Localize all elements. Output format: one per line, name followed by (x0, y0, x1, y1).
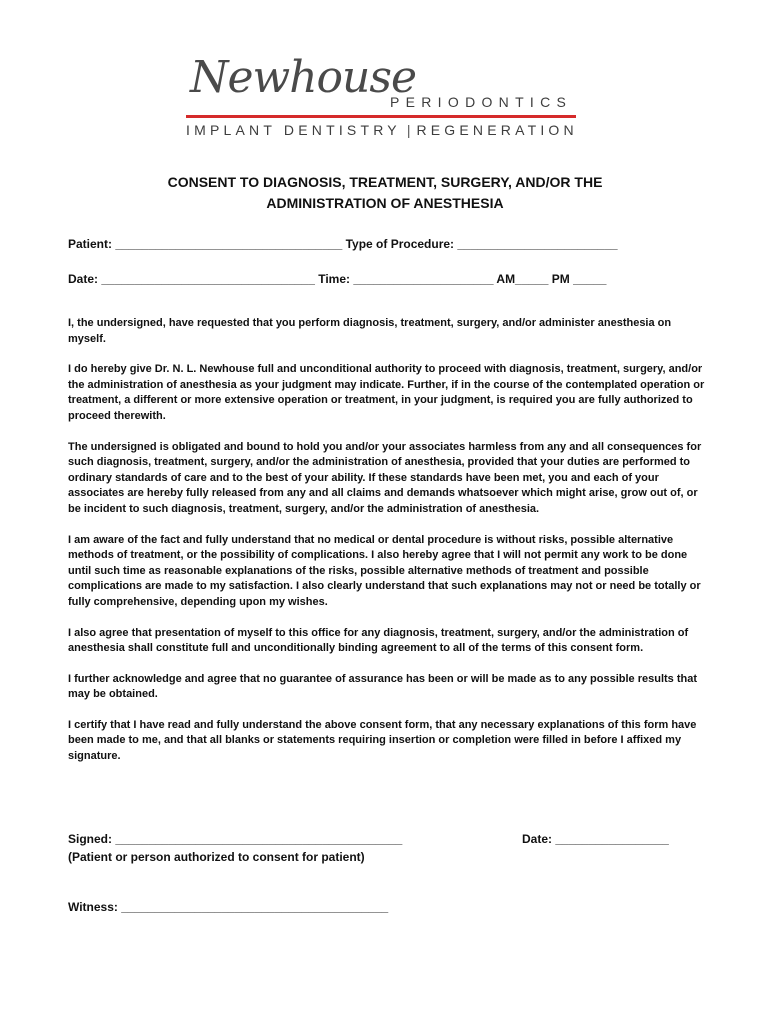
practice-logo (186, 42, 586, 142)
tagline-right: REGENERATION (416, 122, 578, 138)
witness-field[interactable]: Witness: ________________________________________ (68, 900, 389, 914)
signed-field[interactable]: Signed: ___________________________________________ (68, 832, 403, 846)
logo-subtitle: PERIODONTICS (390, 94, 573, 110)
paragraph: I, the undersigned, have requested that you perform diagnosis, treatment, surgery, and/or administer anesthesia on myself. (68, 317, 672, 345)
paragraph: I further acknowledge and agree that no guarantee of assurance has been or will be made as to any possible results that may be obtained. (68, 672, 698, 701)
logo-script-name: Newhouse (190, 52, 416, 103)
paragraph: I do hereby give Dr. N. L. Newhouse full and unconditional authority to proceed with diagnosis, treatment, surgery, and/or the administration of anesthesia as your judgment may indicate. Further, if in the course of the contemplated operation or treatment, a different or more extensive operation or treatment, in your judgment, is required you are fully authorized to proceed therewith. (68, 363, 705, 422)
tagline-left: IMPLANT DENTISTRY (186, 122, 401, 138)
tagline-separator: | (406, 122, 411, 138)
signature-date-field[interactable]: Date: _________________ (522, 832, 669, 846)
title-line-1: CONSENT TO DIAGNOSIS, TREATMENT, SURGERY, AND/OR THE (167, 174, 603, 190)
paragraph: I also agree that presentation of myself to this office for any diagnosis, treatment, surgery, and/or the administration of anesthesia shall constitute full and unconditionally binding agreement to all of the terms of this consent form. (68, 626, 689, 655)
paragraph: I certify that I have read and fully understand the above consent form, that any necessary explanations of this form have been made to me, and that all blanks or statements requiring insertion or completion were filled in before I affixed my signature. (68, 718, 697, 763)
logo-tagline (186, 122, 578, 138)
patient-procedure-field[interactable]: Patient: __________________________________ Type of Procedure: ________________________ (68, 237, 618, 251)
date-time-field[interactable]: Date: ________________________________ Time: _____________________ AM_____ PM _____ (68, 272, 607, 286)
paragraph: I am aware of the fact and fully understand that no medical or dental procedure is without risks, possible alternative methods of treatment, or the possibility of complications. I also hereby agree that I will not permit any work to be done until such time as reasonable explanations of the risks, possible alternative methods of treatment and possible complications are made to my satisfaction. I also clearly understand that such explanations may not or need be totally or fully comprehensive, depending upon my wishes. (68, 533, 701, 608)
signer-note: (Patient or person authorized to consent for patient) (68, 850, 365, 864)
logo-red-rule (186, 115, 576, 118)
paragraph: The undersigned is obligated and bound to hold you and/or your associates harmless from any and all consequences for such diagnosis, treatment, surgery, and/or the administration of anesthesia, provided that your duties are performed to ordinary standards of care and to the best of your ability. If these standards have been met, you and each of your associates are hereby fully released from any and all claims and demands whatsoever which might arise, grow out of, or be incident to such diagnosis, treatment, surgery, and/or the administration of anesthesia. (68, 440, 702, 515)
document-title (0, 172, 770, 214)
title-line-2: ADMINISTRATION OF ANESTHESIA (266, 195, 504, 211)
consent-body (68, 316, 708, 780)
